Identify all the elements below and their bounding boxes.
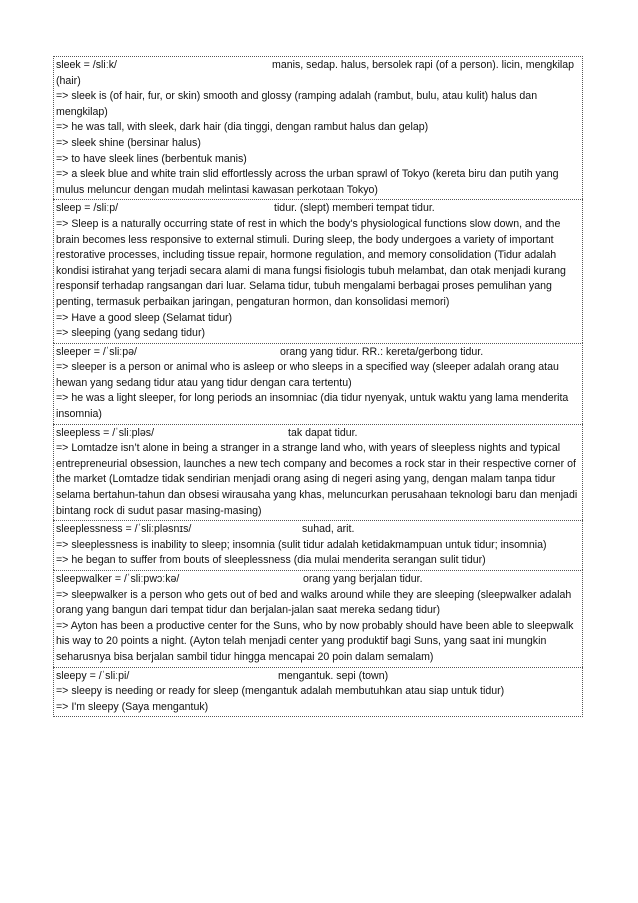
example-line: (hair) (56, 74, 81, 87)
meaning: orang yang berjalan tidur. (303, 573, 423, 585)
example-line: => he was tall, with sleek, dark hair (dia tinggi, dengan rambut halus dan gelap) (56, 121, 429, 134)
entry-sleepless (53, 424, 583, 521)
example-line: => Sleep is a naturally occurring state of rest in which the body's physiological functions slow down, and the brain becomes less responsive to external stimuli. During sleep, the body undergoes a variety of important restorative processes, including tissue repair, hormone regulation, and memory consolidation (Tidur adalah kondisi istirahat yang terjadi secara alami di mana fungsi fisiologis tubuh melambat, dan otak menjadi kurang responsif terhadap rangsangan dari luar. Selama tidur, tubuh mengalami berbagai proses pemulihan yang penting, termasuk perbaikan jaringan, pengaturan hormon, dan konsolidasi memori) (56, 217, 566, 308)
meaning: suhad, arit. (302, 523, 355, 536)
entry-head (56, 522, 580, 538)
example-line: => Lomtadze isn’t alone in being a stranger in a strange land who, with years of sleepless nights and typical entrepreneurial obsession, launches a new tech company and becomes a rock star in their respective corner of the market (Lomtadze tidak sendirian menjadi orang asing di negeri asing yang, dengan malam tanpa tidur selama bertahun-tahun dan obsesi wirausaha yang khas, meluncurkan perusahaan teknologi baru dan menjadi bintang rock di sudut pasar masing-masing) (56, 442, 578, 517)
entry-head (56, 345, 580, 361)
example-line: => I'm sleepy (Saya mengantuk) (56, 700, 209, 713)
entry-sleek (53, 56, 583, 199)
meaning: orang yang tidur. RR.: kereta/gerbong tidur. (280, 345, 484, 358)
term: sleep = /sliːp/ (56, 202, 119, 215)
meaning: mengantuk. sepi (town) (278, 669, 389, 682)
entry-head (56, 572, 580, 588)
example-line: => sleeper is a person or animal who is asleep or who sleeps in a specified way (sleeper adalah orang atau hewan yang sedang tidur atau yang tidur dengan cara tertentu) (56, 361, 559, 389)
entry-head (56, 426, 580, 442)
meaning: manis, sedap. halus, bersolek rapi (of a person). licin, mengkilap (272, 59, 575, 71)
meaning: tidur. (slept) memberi tempat tidur. (274, 202, 435, 215)
term: sleeplessness = /ˈsliːpləsnɪs/ (56, 523, 192, 536)
entry-sleeper (53, 343, 583, 424)
example-line: => Have a good sleep (Selamat tidur) (56, 311, 233, 324)
example-line: => sleek shine (bersinar halus) (56, 136, 201, 149)
term: sleeper = /ˈsliːpə/ (56, 345, 137, 358)
term: sleepy = /ˈsliːpi/ (56, 669, 130, 682)
entry-head (56, 669, 580, 685)
entry-sleeplessness (53, 520, 583, 570)
example-line: => sleepwalker is a person who gets out of bed and walks around while they are sleeping (sleepwalker adalah orang yang bangun dari tempat tidur dan berjalan-jalan saat mereka sedang tidur) (56, 588, 572, 617)
entry-sleepwalker (53, 570, 583, 667)
term: sleek = /sliːk/ (56, 59, 117, 71)
term: sleepless = /ˈsliːpləs/ (56, 426, 155, 439)
example-line: => a sleek blue and white train slid effortlessly across the urban sprawl of Tokyo (kereta biru dan putih yang mulus meluncur dengan mudah melintasi kawasan perkotaan Tokyo) (56, 168, 559, 196)
vocabulary-sheet (53, 56, 583, 717)
term: sleepwalker = /ˈsliːpwɔːkə/ (56, 573, 180, 585)
example-line: => Ayton has been a productive center for the Suns, who by now probably should have been able to sleepwalk his way to 20 points a night. (Ayton telah menjadi center yang produktif bagi Suns, yang saat ini mungkin seharusnya bisa berjalan sambil tidur hingga mencapai 20 poin dalam semalam) (56, 619, 574, 663)
example-line: => sleeplessness is inability to sleep; insomnia (sulit tidur adalah ketidakmampuan untuk tidur; insomnia) (56, 538, 547, 551)
entry-head (56, 201, 580, 217)
entry-sleepy (53, 667, 583, 718)
example-line: => sleepy is needing or ready for sleep (mengantuk adalah membutuhkan atau siap untuk tidur) (56, 685, 505, 698)
entry-head (56, 58, 580, 74)
example-line: => he began to suffer from bouts of sleeplessness (dia mulai menderita serangan sulit tidur) (56, 554, 486, 567)
example-line: => sleeping (yang sedang tidur) (56, 327, 206, 340)
example-line: => to have sleek lines (berbentuk manis) (56, 152, 247, 165)
meaning: tak dapat tidur. (288, 426, 358, 439)
example-line: => sleek is (of hair, fur, or skin) smooth and glossy (ramping adalah (rambut, bulu, atau kulit) halus dan mengkilap) (56, 90, 538, 118)
entry-sleep (53, 199, 583, 342)
example-line: => he was a light sleeper, for long periods an insomniac (dia tidur nyenyak, untuk waktu yang lama menderita insomnia) (56, 392, 569, 421)
